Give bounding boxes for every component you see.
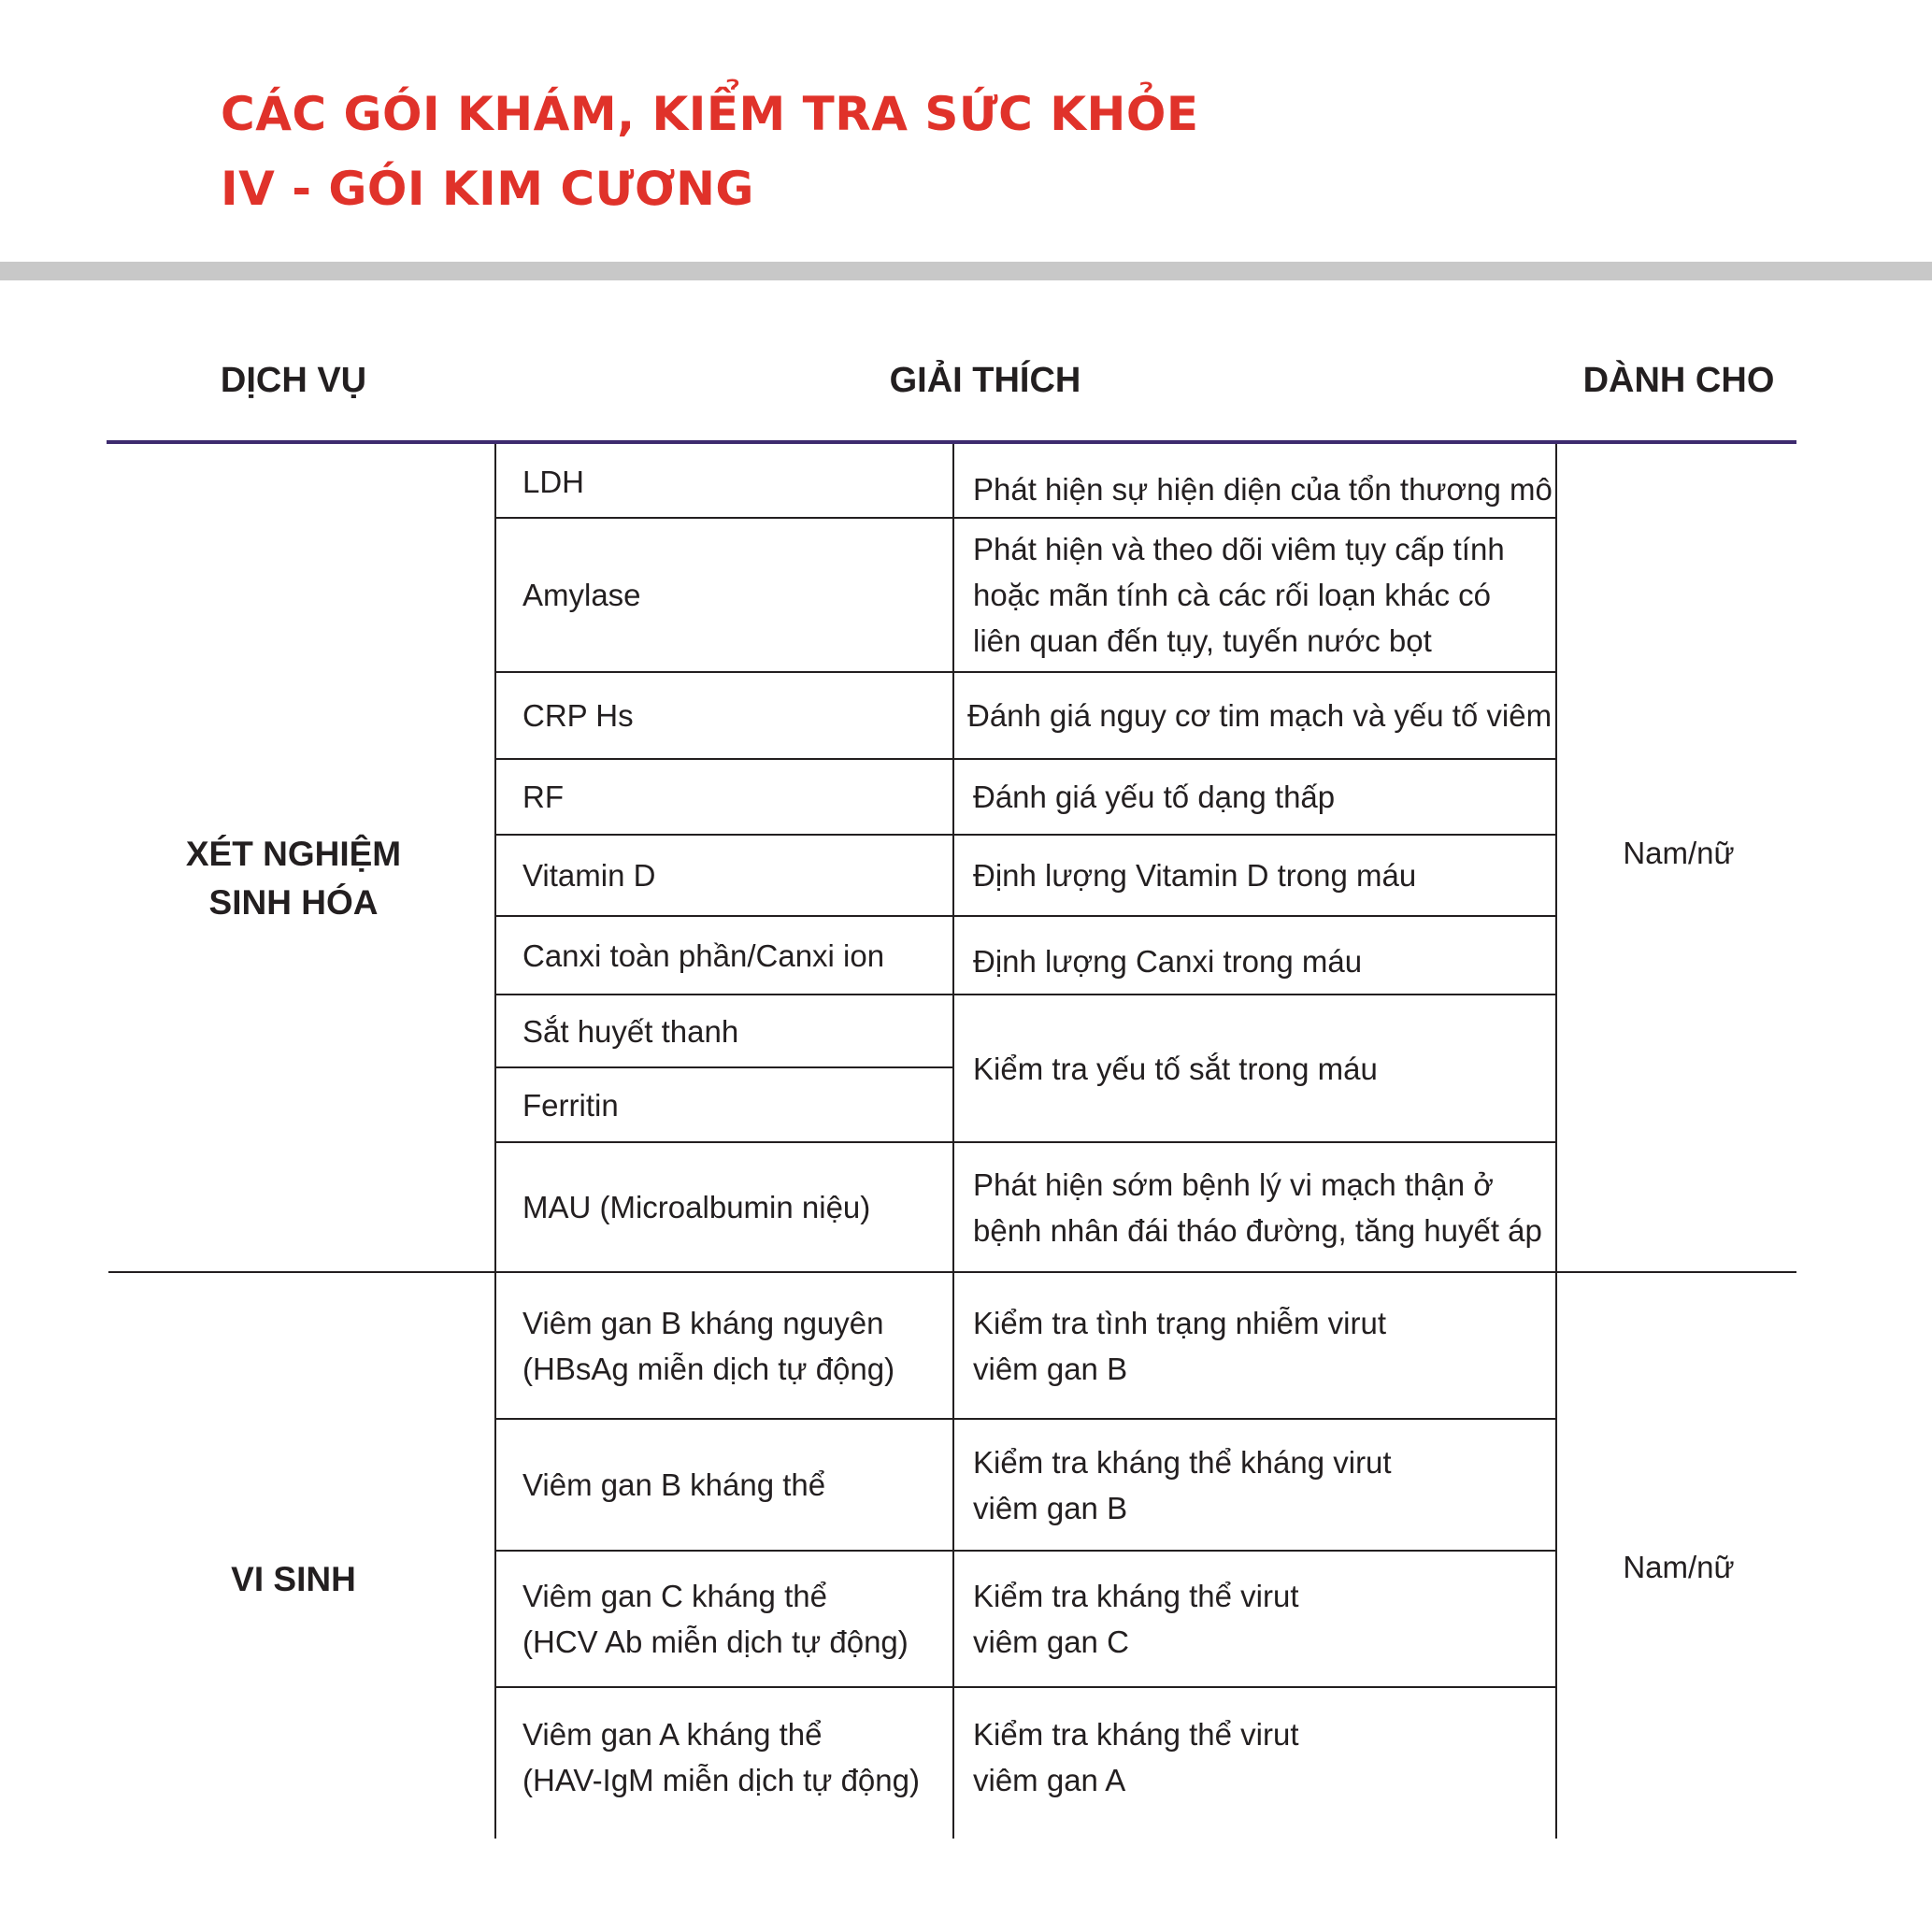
section-label-microbiology — [107, 1555, 480, 1604]
target-group: Nam/nữ — [1623, 1550, 1735, 1584]
test-name: MAU (Microalbumin niệu) — [522, 1190, 871, 1224]
test-name: Sắt huyết thanh — [522, 1013, 739, 1049]
test-name: LDH — [522, 464, 585, 499]
test-description: Đánh giá yếu tố dạng thấp — [973, 780, 1336, 814]
test-name: Viêm gan B kháng nguyên (HBsAg miễn dịch tự động) — [522, 1305, 895, 1386]
test-description: Kiểm tra kháng thể kháng virut viêm gan B — [973, 1444, 1392, 1525]
section-label-line: SINH HÓA — [208, 883, 379, 922]
test-name: Viêm gan C kháng thể (HCV Ab miễn dịch tự động) — [522, 1579, 909, 1659]
title-line-2: IV - GÓI KIM CƯƠNG — [221, 162, 754, 216]
grid-line-vertical — [1555, 444, 1557, 1839]
test-name: CRP Hs — [522, 698, 634, 733]
target-group: Nam/nữ — [1623, 836, 1735, 870]
test-description: Kiểm tra yếu tố sắt trong máu — [973, 1051, 1378, 1086]
test-description: Phát hiện và theo dõi viêm tụy cấp tính hoặc mãn tính cà các rối loạn khác có liên quan đến tụy, tuyến nước bọt — [973, 532, 1505, 658]
test-description: Định lượng Canxi trong máu — [973, 943, 1363, 979]
test-name: Canxi toàn phần/Canxi ion — [522, 937, 885, 973]
test-name: Ferritin — [522, 1087, 619, 1123]
test-description: Đánh giá nguy cơ tim mạch và yếu tố viêm — [967, 698, 1553, 733]
test-name: Vitamin D — [522, 858, 656, 893]
header-explanation: GIẢI THÍCH — [889, 361, 1081, 400]
test-description: Kiểm tra tình trạng nhiễm virut viêm gan B — [973, 1305, 1387, 1386]
test-name: Amylase — [522, 578, 641, 612]
section-label-biochemistry — [107, 830, 480, 927]
header-rule — [107, 440, 1796, 444]
test-description: Phát hiện sớm bệnh lý vi mạch thận ở bệnh nhân đái tháo đường, tăng huyết áp — [973, 1166, 1542, 1248]
test-name: Viêm gan A kháng thể (HAV-IgM miễn dịch tự động) — [522, 1717, 920, 1797]
test-description: Kiểm tra kháng thể virut viêm gan C — [973, 1579, 1299, 1659]
test-description: Định lượng Vitamin D trong máu — [973, 858, 1417, 893]
test-description: Phát hiện sự hiện diện của tổn thương mô — [973, 471, 1553, 507]
section-label-line: VI SINH — [231, 1560, 356, 1598]
header-service: DỊCH VỤ — [220, 361, 367, 400]
section-label-line: XÉT NGHIỆM — [185, 835, 402, 873]
test-name: RF — [522, 780, 564, 814]
divider-bar — [0, 262, 1932, 280]
page-title — [221, 77, 1199, 226]
title-line-1: CÁC GÓI KHÁM, KIỂM TRA SỨC KHỎE — [221, 87, 1199, 141]
header-for: DÀNH CHO — [1582, 361, 1775, 400]
test-name: Viêm gan B kháng thể — [522, 1467, 826, 1502]
test-description: Kiểm tra kháng thể virut viêm gan A — [973, 1717, 1299, 1797]
